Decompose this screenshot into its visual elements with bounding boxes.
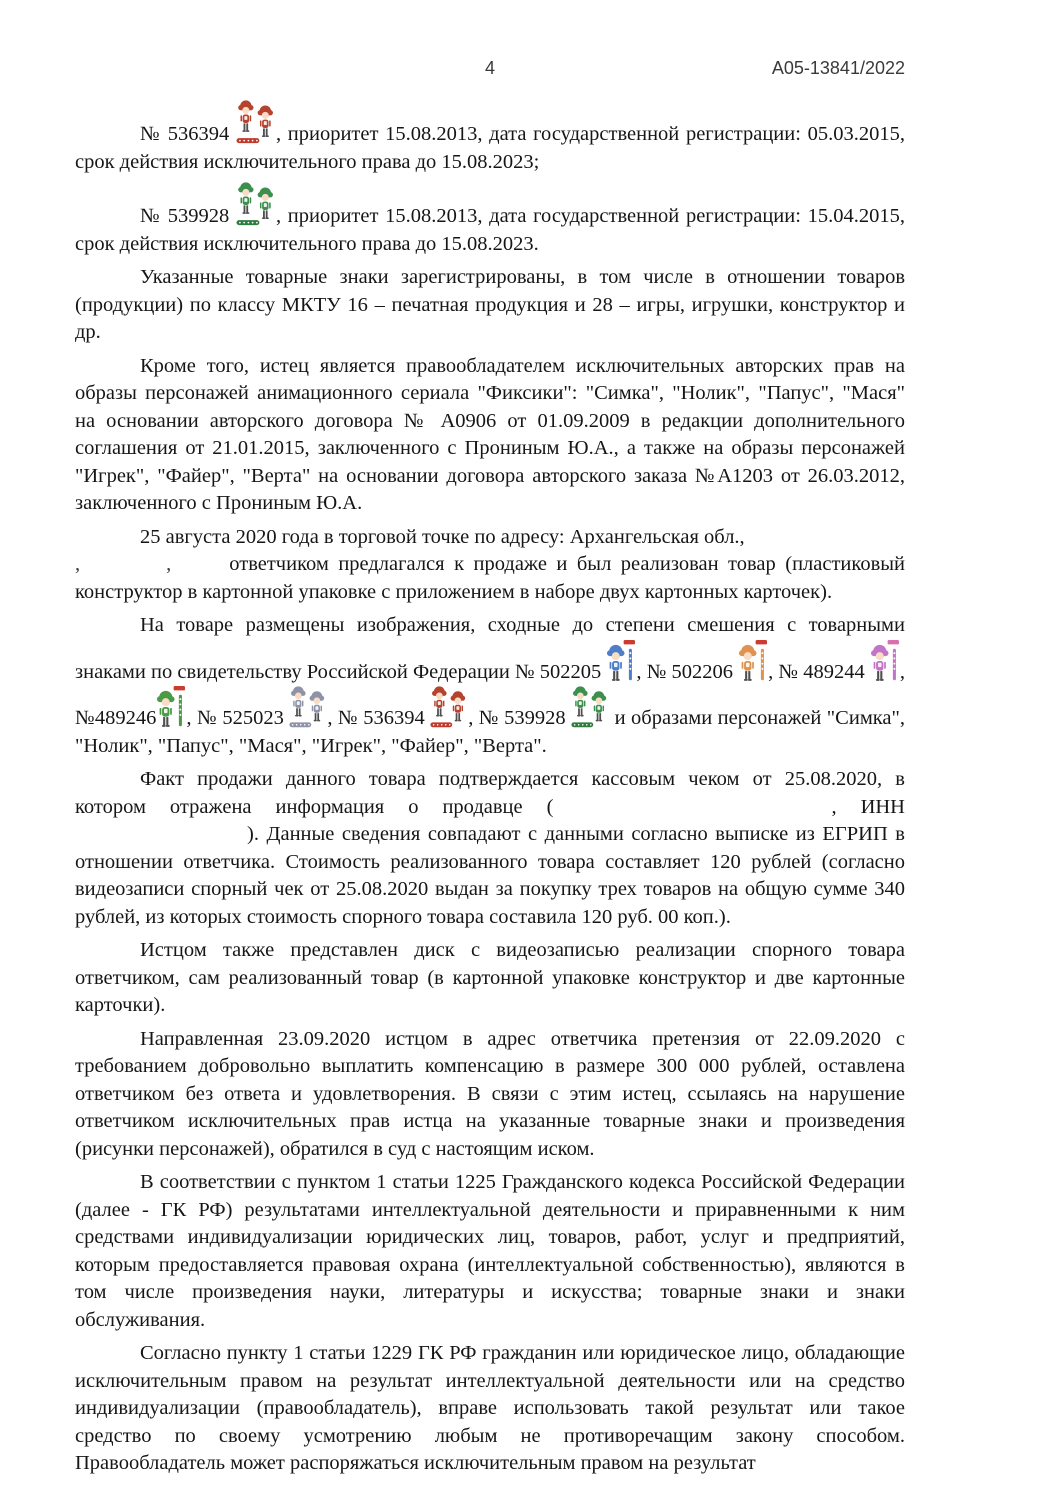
- trademark-525023-characters-icon: [289, 686, 327, 728]
- redaction-mark: ,: [166, 553, 172, 575]
- paragraph-trademark-536394: [75, 100, 905, 176]
- text-run: ). Данные сведения совпадают с данными согласно выписке из ЕГРИП в отношении ответчика. Стоимость реализованного товара составляет 120 рублей (согласно видеозаписи спорный чек от 25.08.2020 выдан за покупку трех товаров на общую сумме 340 рублей, из которых стоимость спорного товара составила 120 руб. 00 коп.).: [75, 823, 905, 928]
- trademark-502205-character-icon: [606, 640, 636, 682]
- text-run: № 536394: [140, 123, 236, 145]
- page-header: [75, 58, 905, 84]
- paragraph-video-evidence: Истцом также представлен диск с видеозаписью реализации спорного товара ответчиком, сам реализованный товар (в картонной упаковке конструктор и две картонные карточки).: [75, 939, 905, 1016]
- text-run: , ИНН: [831, 795, 905, 818]
- paragraph-sale-event: [75, 524, 905, 607]
- redaction-mark: ,: [75, 553, 81, 575]
- page-content: [75, 58, 905, 1484]
- text-run: , приоритет 15.08.2013, дата государственной регистрации: 15.04.2015, срок действия исключительного права до 15.08.2023.: [75, 205, 905, 255]
- text-run: , № 489244: [768, 660, 870, 683]
- text-run: На товаре размещены изображения, сходные до степени смешения с товарными знаками по свидетельству Российской Федерации № 502205: [75, 614, 905, 683]
- trademark-536394-characters-icon: [430, 686, 468, 728]
- text-run: , приоритет 15.08.2013, дата государственной регистрации: 05.03.2015, срок действия исключительного права до 15.08.2023;: [75, 123, 905, 173]
- case-number: А05-13841/2022: [771, 58, 905, 78]
- redacted-inn-gap: [75, 838, 247, 840]
- trademark-536394-characters-icon: [236, 100, 276, 144]
- paragraph-trademark-539928: [75, 182, 905, 258]
- text-run: Факт продажи данного товара подтверждается кассовым чеком от 25.08.2020, в котором отражена информация о продавце (: [75, 768, 905, 818]
- redacted-address-gap: [80, 568, 166, 570]
- paragraph-gk-article-1225: В соответствии с пунктом 1 статьи 1225 Гражданского кодекса Российской Федерации (далее - ГК РФ) результатами интеллектуальной деятельности и приравненными к ним средствами индивидуализации юридических лиц, товаров, работ, услуг и предприятий, которым предоставляется правовая охрана (интеллектуальной собственностью), являются в том числе произведения науки, литературы и искусства; товарные знаки и знаки обслуживания.: [75, 1171, 905, 1331]
- trademark-489246-character-icon: [156, 686, 186, 728]
- paragraph-gk-article-1229: Согласно пункту 1 статьи 1229 ГК РФ гражданин или юридическое лицо, обладающие исключительным правом на результат интеллектуальной деятельности или на средство индивидуализации (правообладатель), вправе использовать такой результат или такое средство по своему усмотрению любым не противоречащим закону способом. Правообладатель может распоряжаться исключительным правом на результат: [75, 1342, 905, 1474]
- trademark-539928-characters-icon: [571, 686, 609, 728]
- text-run: , № 539928: [468, 707, 572, 729]
- trademark-489244-character-icon: [870, 640, 900, 682]
- text-run: № 539928: [140, 205, 236, 227]
- paragraph-product-images: [75, 612, 905, 760]
- text-run: и образами персонажей "Симка", "Нолик", "Папус", "Мася", "Игрек", "Файер", "Верта".: [75, 707, 906, 757]
- text-run: ответчиком предлагался к продаже и был реализован товар (пластиковый конструктор в картонной упаковке с приложением в наборе двух картонных карточек).: [75, 553, 905, 603]
- text-run: , № 536394: [327, 707, 431, 729]
- text-run: , № 502206: [636, 660, 739, 683]
- page-number: 4: [484, 58, 495, 78]
- text-run: 25 августа 2020 года в торговой точке по адресу: Архангельская обл.,: [140, 525, 745, 548]
- paragraph-receipt-proof: [75, 766, 905, 931]
- paragraph-trademark-classes: Указанные товарные знаки зарегистрированы, в том числе в отношении товаров (продукции) по классу МКТУ 16 – печатная продукция и 28 – игры, игрушки, конструктор и др.: [75, 266, 905, 343]
- redacted-address-gap: [171, 568, 229, 570]
- paragraph-claim-letter: Направленная 23.09.2020 истцом в адрес ответчика претензия от 22.09.2020 с требованием добровольно выплатить компенсацию в размере 300 000 рублей, оставлена ответчиком без ответа и удовлетворения. В связи с этим истец, ссылаясь на нарушение ответчиком исключительных прав истца на указанные товарные знаки и произведения (рисунки персонажей), обратился в суд с настоящим иском.: [75, 1027, 905, 1160]
- trademark-502206-character-icon: [738, 640, 768, 682]
- text-run: , №489246: [75, 660, 905, 729]
- trademark-539928-characters-icon: [236, 182, 276, 226]
- text-run: , № 525023: [186, 707, 290, 729]
- paragraph-author-rights: Кроме того, истец является правообладателем исключительных авторских прав на образы персонажей анимационного сериала "Фиксики": "Симка", "Нолик", "Папус", "Мася" на основании авторского договора № А0906 от 01.09.2009 в редакции дополнительного соглашения от 21.01.2015, заключенного с Прониным Ю.А., а также на образы персонажей "Игрек", "Файер", "Верта" на основании договора авторского заказа №А1203 от 26.03.2012, заключенного с Прониным Ю.А.: [75, 354, 905, 514]
- redacted-seller-name-gap: [553, 811, 831, 813]
